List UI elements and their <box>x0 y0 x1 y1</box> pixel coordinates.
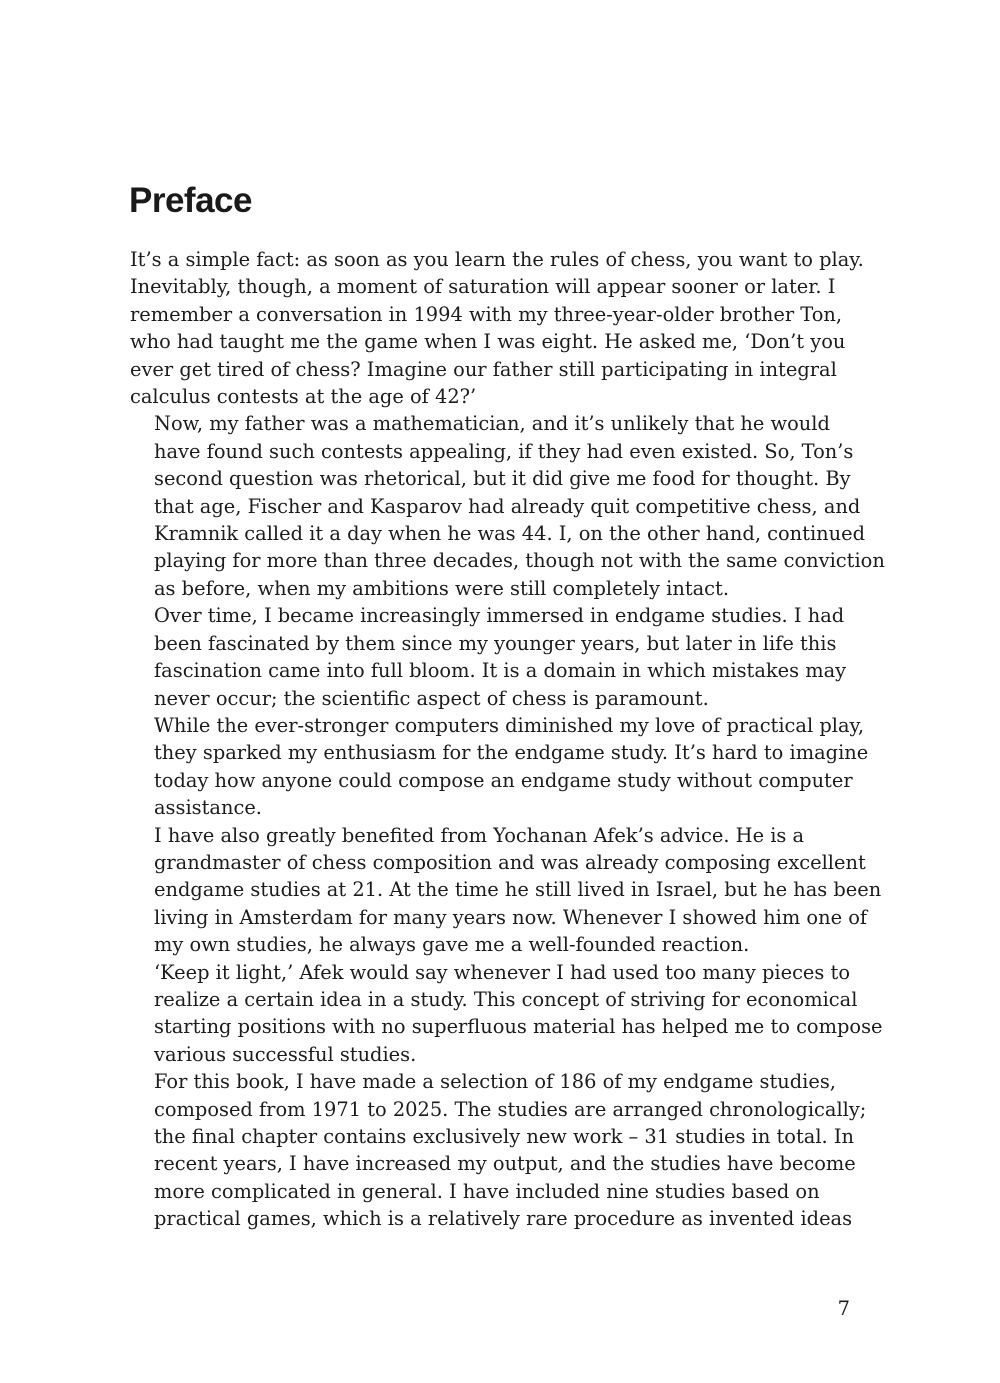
page-number: 7 <box>837 1297 850 1320</box>
text-line: ever get tired of chess? Imagine our father still participating in integral <box>130 357 837 381</box>
text-line: who had taught me the game when I was eight. He asked me, ‘Don’t you <box>130 330 846 354</box>
text-line: remember a conversation in 1994 with my three-year-older brother Ton, <box>130 302 843 326</box>
text-line: calculus contests at the age of 42?’ <box>130 385 477 409</box>
text-line: they sparked my enthusiasm for the endgame study. It’s hard to imagine <box>154 741 869 765</box>
text-line: Inevitably, though, a moment of saturation will appear sooner or later. I <box>130 275 836 299</box>
text-line: realize a certain idea in a study. This concept of striving for economical <box>154 987 858 1011</box>
text-line: I have also greatly benefited from Yochanan Afek’s advice. He is a <box>154 823 805 847</box>
text-line: living in Amsterdam for many years now. Whenever I showed him one of <box>154 905 868 929</box>
text-line: practical games, which is a relatively rare procedure as invented ideas <box>154 1207 853 1231</box>
paragraph-4 <box>130 712 875 822</box>
paragraph-6 <box>130 959 883 1069</box>
text-line: Now, my father was a mathematician, and it’s unlikely that he would <box>154 412 830 436</box>
text-line: more complicated in general. I have included nine studies based on <box>154 1179 820 1203</box>
paragraph-7 <box>130 1068 875 1232</box>
preface-body <box>130 246 885 1233</box>
text-line: composed from 1971 to 2025. The studies are arranged chronologically; <box>154 1097 867 1121</box>
text-line: various successful studies. <box>154 1042 417 1066</box>
text-line: While the ever-stronger computers diminished my love of practical play, <box>154 713 865 737</box>
text-line: assistance. <box>154 796 262 820</box>
text-line: Over time, I became increasingly immersed in endgame studies. I had <box>154 604 845 628</box>
text-line: been fascinated by them since my younger years, but later in life this <box>154 631 837 655</box>
text-line: have found such contests appealing, if they had even existed. So, Ton’s <box>154 439 854 463</box>
paragraph-2 <box>130 410 885 602</box>
text-line: Kramnik called it a day when he was 44. I, on the other hand, continued <box>154 522 866 546</box>
text-line: that age, Fischer and Kasparov had already quit competitive chess, and <box>154 494 861 518</box>
text-line: playing for more than three decades, though not with the same conviction <box>154 549 885 573</box>
text-line: ‘Keep it light,’ Afek would say whenever I had used too many pieces to <box>154 960 850 984</box>
paragraph-3 <box>130 602 875 712</box>
text-line: as before, when my ambitions were still completely intact. <box>154 576 729 600</box>
text-line: For this book, I have made a selection of 186 of my endgame studies, <box>154 1070 836 1094</box>
text-line: It’s a simple fact: as soon as you learn the rules of chess, you want to play. <box>130 248 864 271</box>
text-line: today how anyone could compose an endgame study without computer <box>154 768 853 792</box>
text-line: endgame studies at 21. At the time he still lived in Israel, but he has been <box>154 878 882 902</box>
text-line: my own studies, he always gave me a well-founded reaction. <box>154 933 750 957</box>
text-line: the final chapter contains exclusively new work – 31 studies in total. In <box>154 1125 854 1148</box>
paragraph-5 <box>130 822 882 959</box>
text-line: never occur; the scientific aspect of chess is paramount. <box>154 686 709 710</box>
page-title: Preface <box>129 181 252 220</box>
text-line: grandmaster of chess composition and was already composing excellent <box>154 850 866 874</box>
text-line: starting positions with no superfluous material has helped me to compose <box>154 1015 883 1039</box>
text-line: second question was rhetorical, but it did give me food for thought. By <box>154 467 851 491</box>
text-line: fascination came into full bloom. It is a domain in which mistakes may <box>154 659 847 683</box>
text-line: recent years, I have increased my output, and the studies have become <box>154 1152 856 1176</box>
paragraph-1 <box>130 246 875 410</box>
